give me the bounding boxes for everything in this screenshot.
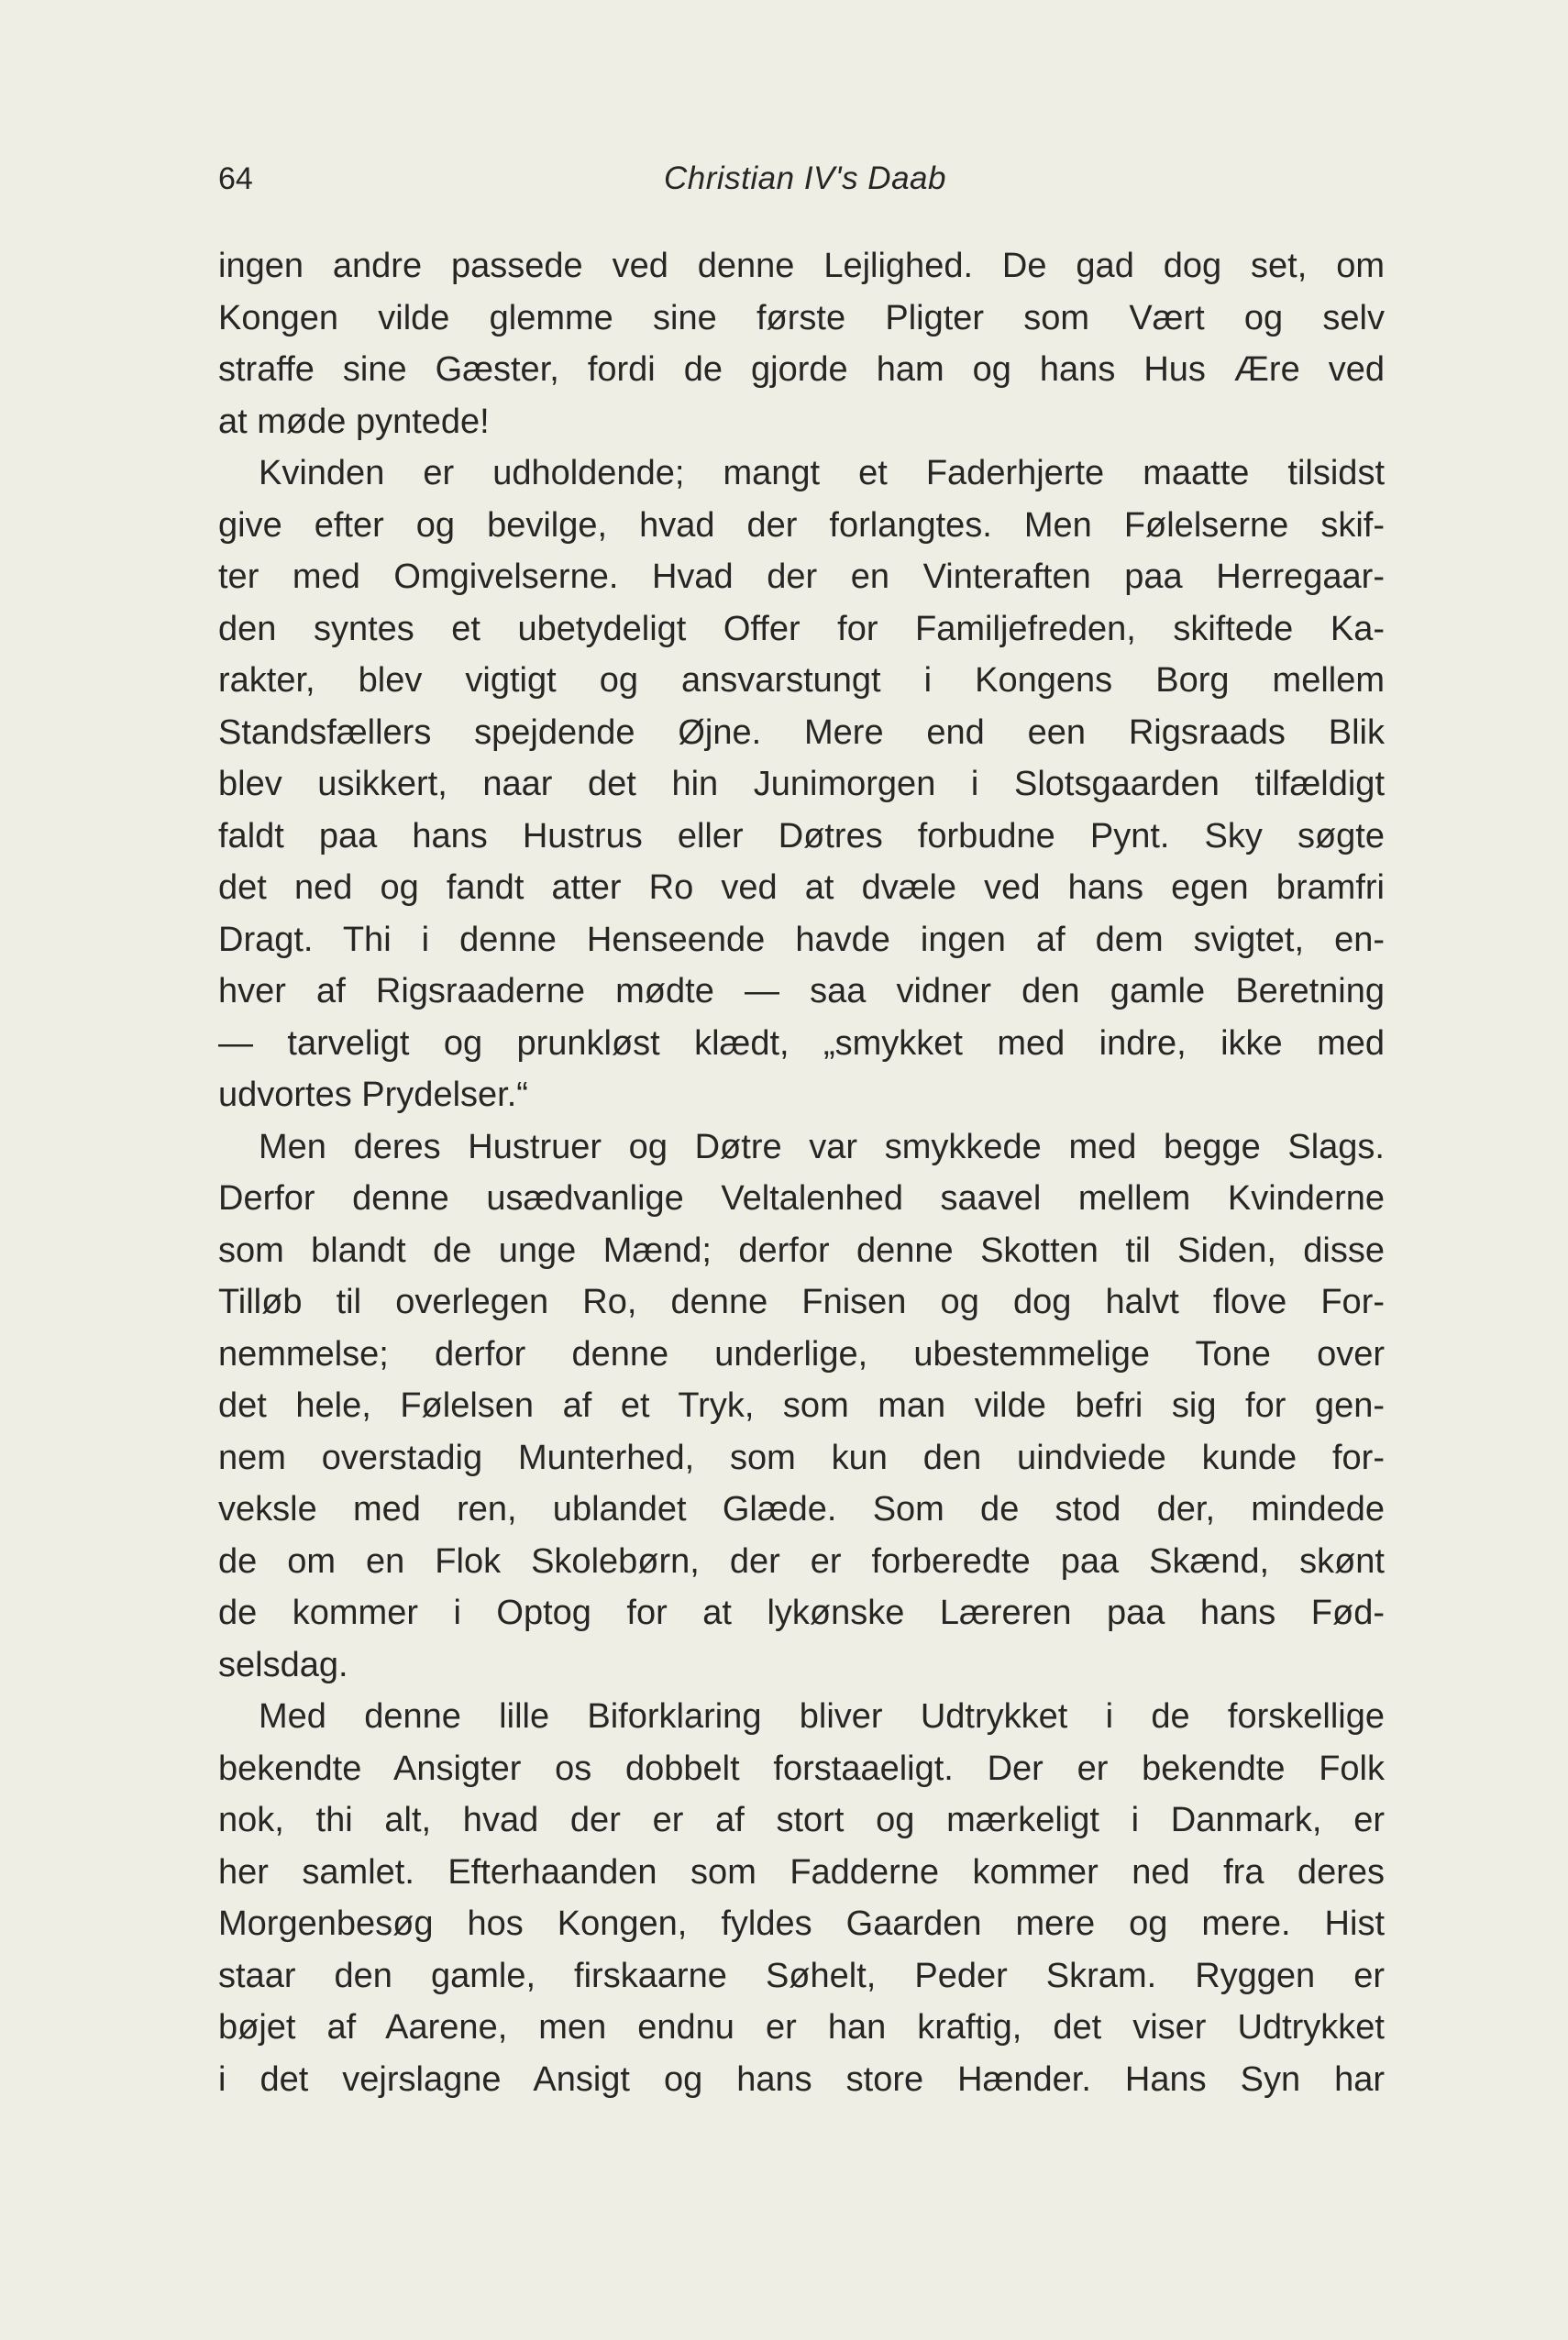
running-head [218,158,1385,200]
paragraph [218,1691,1385,2105]
text-line: nok, thi alt, hvad der er af stort og mærkeligt i Danmark, er [218,1801,1385,1839]
text-line: som blandt de unge Mænd; derfor denne Skotten til Siden, disse [218,1231,1385,1270]
text-line: Kongen vilde glemme sine første Pligter som Vært og selv [218,298,1385,337]
text-line: staar den gamle, firskaarne Søhelt, Peder Skram. Ryggen er [218,1956,1385,1995]
text-line: bekendte Ansigter os dobbelt forstaaeligt. Der er bekendte Folk [218,1749,1385,1788]
text-line: blev usikkert, naar det hin Junimorgen i Slotsgaarden tilfældigt [218,765,1385,803]
page-number: 64 [218,161,253,196]
text-line: veksle med ren, ublandet Glæde. Som de stod der, mindede [218,1490,1385,1529]
text-line: give efter og bevilge, hvad der forlangtes. Men Følelserne skif- [218,505,1385,545]
text-line: faldt paa hans Hustrus eller Døtres forbudne Pynt. Sky søgte [218,816,1385,855]
text-line: det ned og fandt atter Ro ved at dvæle ved hans egen bramfri [218,868,1385,907]
running-title: Christian IV's Daab [664,160,946,196]
body-text [218,240,1385,2105]
text-line: bøjet af Aarene, men endnu er han kraftig, det viser Udtrykket [218,2008,1385,2047]
text-line: Standsfællers spejdende Øjne. Mere end een Rigsraads Blik [218,712,1385,752]
text-line: hver af Rigsraaderne mødte — saa vidner den gamle Beretning [218,972,1385,1010]
text-line: Med denne lille Biforklaring bliver Udtrykket i de forskellige [259,1697,1385,1736]
text-line: straffe sine Gæster, fordi de gjorde ham og hans Hus Ære ved [218,350,1385,389]
text-line: Derfor denne usædvanlige Veltalenhed saavel mellem Kvinderne [218,1179,1385,1218]
text-line: at møde pyntede! [218,402,490,441]
text-line: selsdag. [218,1645,348,1684]
text-line: ter med Omgivelserne. Hvad der en Vinteraften paa Herregaar- [218,557,1385,596]
text-line: rakter, blev vigtigt og ansvarstungt i Kongens Borg mellem [218,661,1385,700]
text-line: nem overstadig Munterhed, som kun den uindviede kunde for- [218,1438,1385,1477]
text-line: Kvinden er udholdende; mangt et Faderhjerte maatte tilsidst [259,454,1385,492]
text-line: Men deres Hustruer og Døtre var smykkede med begge Slags. [259,1127,1385,1166]
paragraph [218,1121,1385,1692]
text-line: den syntes et ubetydeligt Offer for Familjefreden, skiftede Ka- [218,609,1385,648]
text-line: her samlet. Efterhaanden som Fadderne kommer ned fra deres [218,1852,1385,1892]
paragraph [218,447,1385,1121]
text-line: Morgenbesøg hos Kongen, fyldes Gaarden mere og mere. Hist [218,1904,1385,1943]
text-line: ingen andre passede ved denne Lejlighed. De gad dog set, om [218,247,1385,285]
text-line: de om en Flok Skolebørn, der er forberedte paa Skænd, skønt [218,1541,1385,1581]
text-line: Tilløb til overlegen Ro, denne Fnisen og dog halvt flove For- [218,1283,1385,1321]
text-line: i det vejrslagne Ansigt og hans store Hænder. Hans Syn har [218,2059,1385,2099]
text-line: de kommer i Optog for at lykønske Læreren paa hans Fød- [218,1594,1385,1632]
text-line: Dragt. Thi i denne Henseende havde ingen af dem svigtet, en- [218,920,1385,959]
text-line: — tarveligt og prunkløst klædt, „smykket med indre, ikke med [218,1023,1385,1063]
paragraph [218,240,1385,447]
text-line: det hele, Følelsen af et Tryk, som man vilde befri sig for gen- [218,1386,1385,1425]
text-line: nemmelse; derfor denne underlige, ubestemmelige Tone over [218,1334,1385,1374]
text-line: udvortes Prydelser.“ [218,1076,528,1114]
